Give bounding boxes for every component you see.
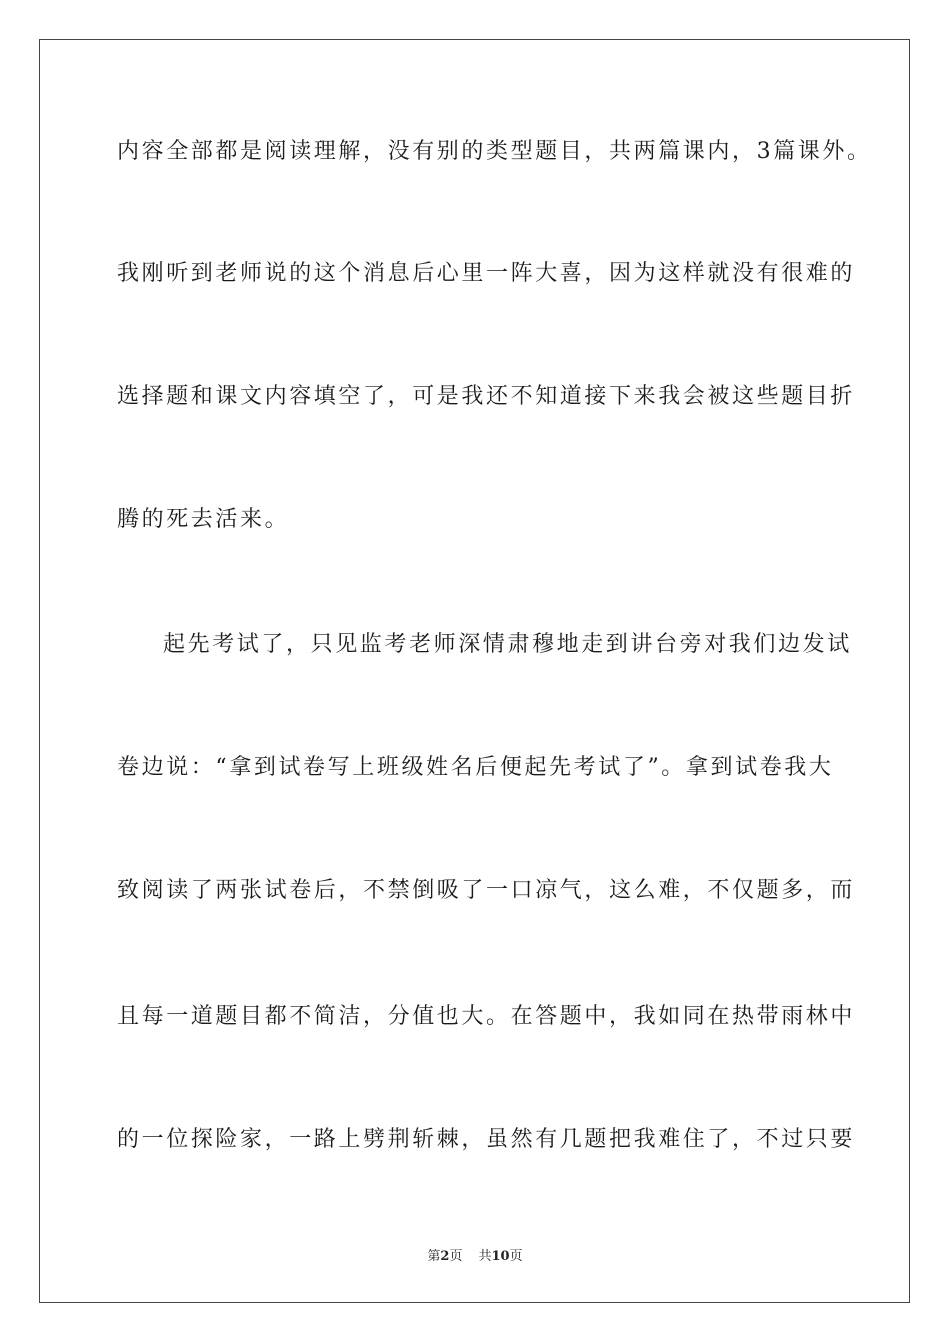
page-prefix: 第: [427, 1249, 441, 1264]
text-line-4: 腾的死去活来。: [117, 507, 290, 532]
total-suffix: 页: [509, 1249, 523, 1264]
text-line-9: 的一位探险家，一路上劈荆斩棘，虽然有几题把我难住了，不过只要: [117, 1127, 856, 1152]
text-line-2: 我刚听到老师说的这个消息后心里一阵大喜，因为这样就没有很难的: [117, 261, 856, 286]
page-border: [39, 39, 910, 1303]
page-number: 2: [440, 1249, 450, 1264]
text-line-7: 致阅读了两张试卷后，不禁倒吸了一口凉气，这么难，不仅题多，而: [117, 878, 856, 903]
total-prefix: 共: [478, 1249, 492, 1264]
text-line-8: 且每一道题目都不简洁，分值也大。在答题中，我如同在热带雨林中: [117, 1004, 856, 1029]
text-line-3: 选择题和课文内容填空了，可是我还不知道接下来我会被这些题目折: [117, 384, 856, 409]
page-suffix: 页: [449, 1249, 463, 1264]
text-line-6: 卷边说：“拿到试卷写上班级姓名后便起先考试了”。拿到试卷我大: [117, 755, 834, 780]
text-line-5-paragraph-start: 起先考试了，只见监考老师深情肃穆地走到讲台旁对我们边发试: [163, 632, 852, 657]
page-footer: [0, 1248, 950, 1266]
total-pages: 10: [491, 1249, 510, 1264]
text-line-1: 内容全部都是阅读理解，没有别的类型题目，共两篇课内，3篇课外。: [117, 139, 872, 164]
